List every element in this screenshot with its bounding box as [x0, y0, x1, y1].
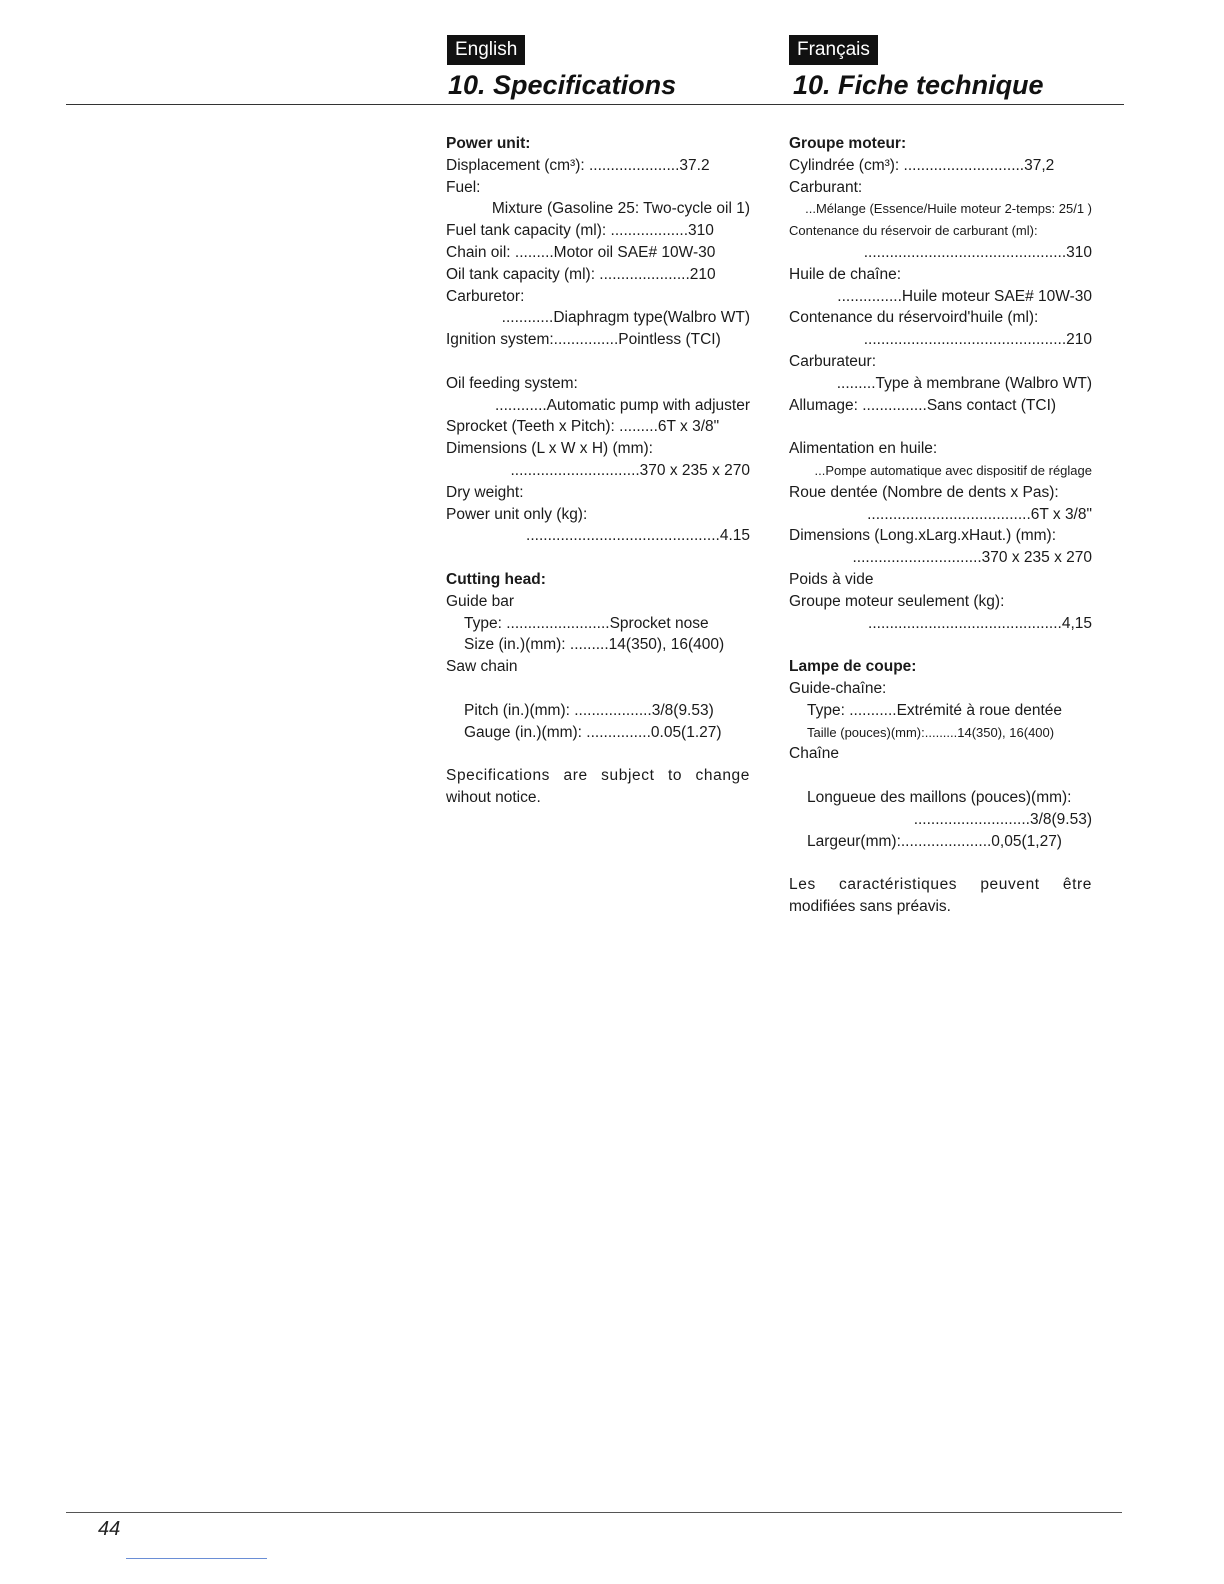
spec-line: Taille (pouces)(mm):.........14(350), 16(400) [807, 724, 1055, 740]
spec-line: ..............................370 x 235 x 270 [852, 549, 1092, 567]
spacer [446, 547, 750, 569]
spec-line: wihout notice. [446, 788, 541, 806]
french-specifications-column [789, 133, 1092, 918]
spec-line: Les caractéristiques peuvent être [789, 876, 1092, 894]
spec-line: ...............................................210 [863, 331, 1092, 349]
spec-line: Saw chain [446, 658, 518, 676]
spec-line: Poids à vide [789, 570, 874, 588]
spec-line: Alimentation en huile: [789, 440, 938, 458]
header-rule [66, 104, 1124, 105]
spec-line: Ignition system:...............Pointless (TCI) [446, 331, 721, 349]
english-language-badge: English [447, 35, 525, 65]
spec-line: Type: ...........Extrémité à roue dentée [807, 701, 1063, 719]
spacer [446, 351, 750, 373]
spec-line: ...............................................310 [863, 243, 1092, 261]
section-heading: Groupe moteur: [789, 135, 907, 152]
spec-line: Type: ........................Sprocket nose [464, 614, 709, 632]
spec-line: ...............Huile moteur SAE# 10W-30 [837, 287, 1092, 305]
spec-line: Guide-chaîne: [789, 679, 887, 697]
spacer [789, 416, 1092, 438]
spacer [446, 678, 750, 700]
spec-line: Chaîne [789, 745, 839, 763]
spec-line: Contenance du réservoir de carburant (ml): [789, 223, 1038, 239]
spacer [789, 852, 1092, 874]
footer-rule [66, 1512, 1122, 1513]
spec-line: Chain oil: .........Motor oil SAE# 10W-30 [446, 243, 716, 261]
spec-line: Groupe moteur seulement (kg): [789, 592, 1005, 610]
spec-line: Longueue des maillons (pouces)(mm): [807, 788, 1072, 806]
page-number: 44 [98, 1518, 121, 1540]
english-specifications-column [446, 133, 750, 809]
spec-line: Size (in.)(mm): .........14(350), 16(400) [464, 636, 725, 654]
spec-line: .........Type à membrane (Walbro WT) [836, 374, 1092, 392]
spec-line: Largeur(mm):.....................0,05(1,27) [807, 832, 1062, 850]
spec-line: Roue dentée (Nombre de dents x Pas): [789, 483, 1059, 501]
spec-line: ..............................370 x 235 x 270 [510, 461, 750, 479]
spec-line: modifiées sans préavis. [789, 897, 951, 915]
spec-line: Cylindrée (cm³): ............................37,2 [789, 156, 1055, 174]
spec-line: .............................................4.15 [526, 527, 750, 545]
spec-line: Huile de chaîne: [789, 265, 902, 283]
spec-line: Mixture (Gasoline 25: Two-cycle oil 1) [491, 200, 750, 218]
spec-line: Fuel tank capacity (ml): ..................310 [446, 222, 714, 240]
section-heading: Cutting head: [446, 570, 546, 588]
spec-line: .............................................4,15 [868, 614, 1092, 632]
french-section-title: 10. Fiche technique [793, 70, 1044, 100]
spec-line: ...Pompe automatique avec dispositif de réglage [814, 462, 1092, 478]
spec-line: Oil feeding system: [446, 374, 578, 392]
spec-line: Pitch (in.)(mm): ..................3/8(9.53) [464, 701, 714, 719]
spacer [789, 765, 1092, 787]
french-language-badge: Français [789, 35, 878, 65]
spec-line: Gauge (in.)(mm): ...............0.05(1.27) [464, 723, 722, 741]
spec-line: Oil tank capacity (ml): .....................210 [446, 265, 716, 283]
spec-line: Sprocket (Teeth x Pitch): .........6T x 3/8" [446, 418, 720, 436]
spec-line: Dry weight: [446, 483, 524, 501]
spec-line: ......................................6T x 3/8" [867, 505, 1092, 523]
spec-line: Guide bar [446, 592, 515, 610]
spec-line: Fuel: [446, 178, 481, 196]
spec-line: Carburant: [789, 178, 863, 196]
spec-line: Specifications are subject to change [446, 767, 750, 785]
english-section-title: 10. Specifications [448, 70, 677, 100]
footer-link-underline [126, 1558, 267, 1559]
spec-line: Power unit only (kg): [446, 505, 588, 523]
spec-line: Displacement (cm³): .....................37.2 [446, 156, 710, 174]
spec-line: Dimensions (Long.xLarg.xHaut.) (mm): [789, 527, 1057, 545]
section-heading: Power unit: [446, 135, 531, 152]
spec-line: Allumage: ...............Sans contact (TCI) [789, 396, 1057, 414]
spec-line: ............Automatic pump with adjuster [495, 396, 750, 414]
spec-line: Contenance du réservoird'huile (ml): [789, 309, 1039, 327]
spec-line: Dimensions (L x W x H) (mm): [446, 440, 653, 458]
spec-line: ............Diaphragm type(Walbro WT) [501, 309, 750, 327]
spacer [446, 743, 750, 765]
spec-line: Carburetor: [446, 287, 525, 305]
spec-line: ...........................3/8(9.53) [913, 810, 1092, 828]
section-heading: Lampe de coupe: [789, 658, 917, 676]
spacer [789, 634, 1092, 656]
spec-line: Carburateur: [789, 352, 877, 370]
spec-line: ...Mélange (Essence/Huile moteur 2-temps: 25/1 ) [805, 201, 1092, 217]
